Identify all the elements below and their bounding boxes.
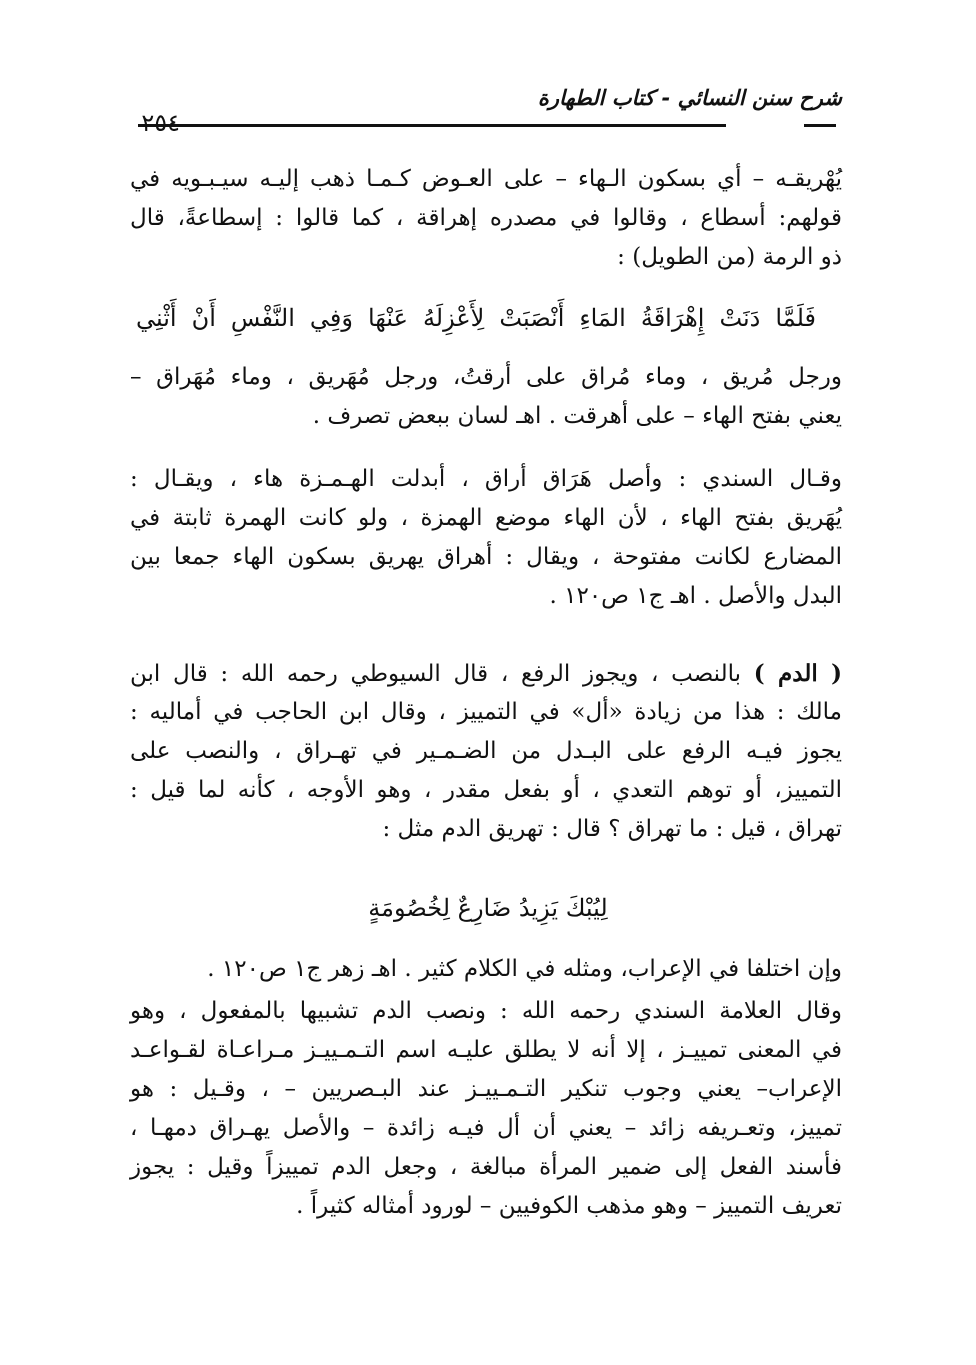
paragraph-4 — [130, 654, 842, 849]
term-heading: ( الدم ) — [753, 660, 842, 687]
text-line: يعني بفتح الهاء – على أهرقت . اهـ لسان ببعض تصرف . — [312, 403, 842, 429]
text-span: بالنصب ، ويجوز الرفع ، قال السيوطي رحمه الله : قال ابن — [130, 661, 754, 687]
paragraph-3 — [130, 460, 842, 616]
text-line: الإعراب– يعني وجوب تنكير التـمـييـز عند البـصريين – ، وقـيل : هو — [130, 1076, 842, 1102]
text-line: مالك : هذا من زيادة «أل» في التمييز ، وقال ابن الحاجب في أماليه : — [130, 699, 842, 725]
text-line: البدل والأصل . اهـ ج١ ص١٢٠ . — [549, 583, 842, 609]
text-line: تمييز، وتعـريفه زائد – يعني أن أل فيـه زائدة – والأصل يهـراق دمهـا ، — [130, 1115, 842, 1141]
text-line: التمييز، أو توهم التعدي ، أو بفعل مقدر ، وهو الأوجه ، كأنه لما قيل : — [130, 777, 842, 803]
paragraph-2 — [130, 358, 842, 436]
paragraph-6 — [130, 992, 842, 1226]
header-rule — [138, 124, 726, 127]
text-line: تعريف التمييز – وهو مذهب الكوفيين – لورود أمثاله كثيراً . — [296, 1193, 842, 1219]
text-line: وقال العلامة السندي رحمه الله : ونصب الدم تشبيها بالمفعول ، وهو — [130, 998, 842, 1024]
text-line: يُهَريق بفتح الهاء ، لأن الهاء موضع الهمزة ، ولو كانت الهمرة ثابتة في — [130, 505, 842, 531]
page-number-dash — [804, 124, 836, 127]
text-line: تهراق ، قيل : ما تهراق ؟ قال : تهريق الدم مثل : — [382, 816, 842, 842]
text-line: وقـال السندي : وأصل هَرَاق أراق ، أبدلت الهـمـزة هاء ، ويقـال : — [130, 466, 842, 492]
running-header: شرح سنن النسائي - كتاب الطهارة — [537, 86, 842, 110]
poetry-verse-1: فَلَمَّا دَنَتْ إِهْرَاقَةُ المَاءِ أَنْصَبَتْ لِأَعْزِلَهُ عَنْهَا وَفِي النَّفْسِ أَنْ أَثْنِي — [136, 304, 816, 332]
text-line: فأسند الفعل إلى ضمير المرأة مبالغة ، وجعل الدم تمييزاً وقيل : يجوز — [130, 1154, 842, 1180]
text-line — [130, 654, 842, 693]
page-number: ٢٥٤ — [141, 109, 180, 137]
text-line: في المعنى تمييـز ، إلا أنه لا يطلق عليـه اسم التـمـييـز مـراعـاة لقـواعـد — [130, 1037, 842, 1063]
text-line: وإن اختلفا في الإعراب، ومثله في الكلام كثير . اهـ زهر ج١ ص١٢٠ . — [207, 956, 842, 982]
text-line: المضارع لكانت مفتوحة ، ويقال : أهراق يهريق بسكون الهاء جمعا بين — [130, 544, 842, 570]
text-line: ذو الرمة (من الطويل) : — [617, 244, 842, 270]
poetry-verse-2: لِيُبْكَ يَزِيدُ ضَارِعٌ لِخُصُومَةٍ — [368, 894, 608, 922]
text-line: ورجل مُريق ، وماء مُراق على أرقتُ، ورجل مُهَريق ، وماء مُهَراق – — [130, 364, 842, 390]
text-line: يُهْريقـه – أي بسكون الـهاء – على العـوض كـمـا ذهب إليـه سيـبـويه في — [130, 166, 842, 192]
paragraph-5 — [130, 950, 842, 989]
text-line: يجوز فيـه الرفع على البـدل من الضـمـير في تهـراق ، والنصب على — [130, 738, 842, 764]
paragraph-1 — [130, 160, 842, 277]
text-line: قولهم: أسطاع ، وقالوا في مصدره إهراقة ، كما قالوا : إسطاعةً، قال — [130, 205, 842, 231]
